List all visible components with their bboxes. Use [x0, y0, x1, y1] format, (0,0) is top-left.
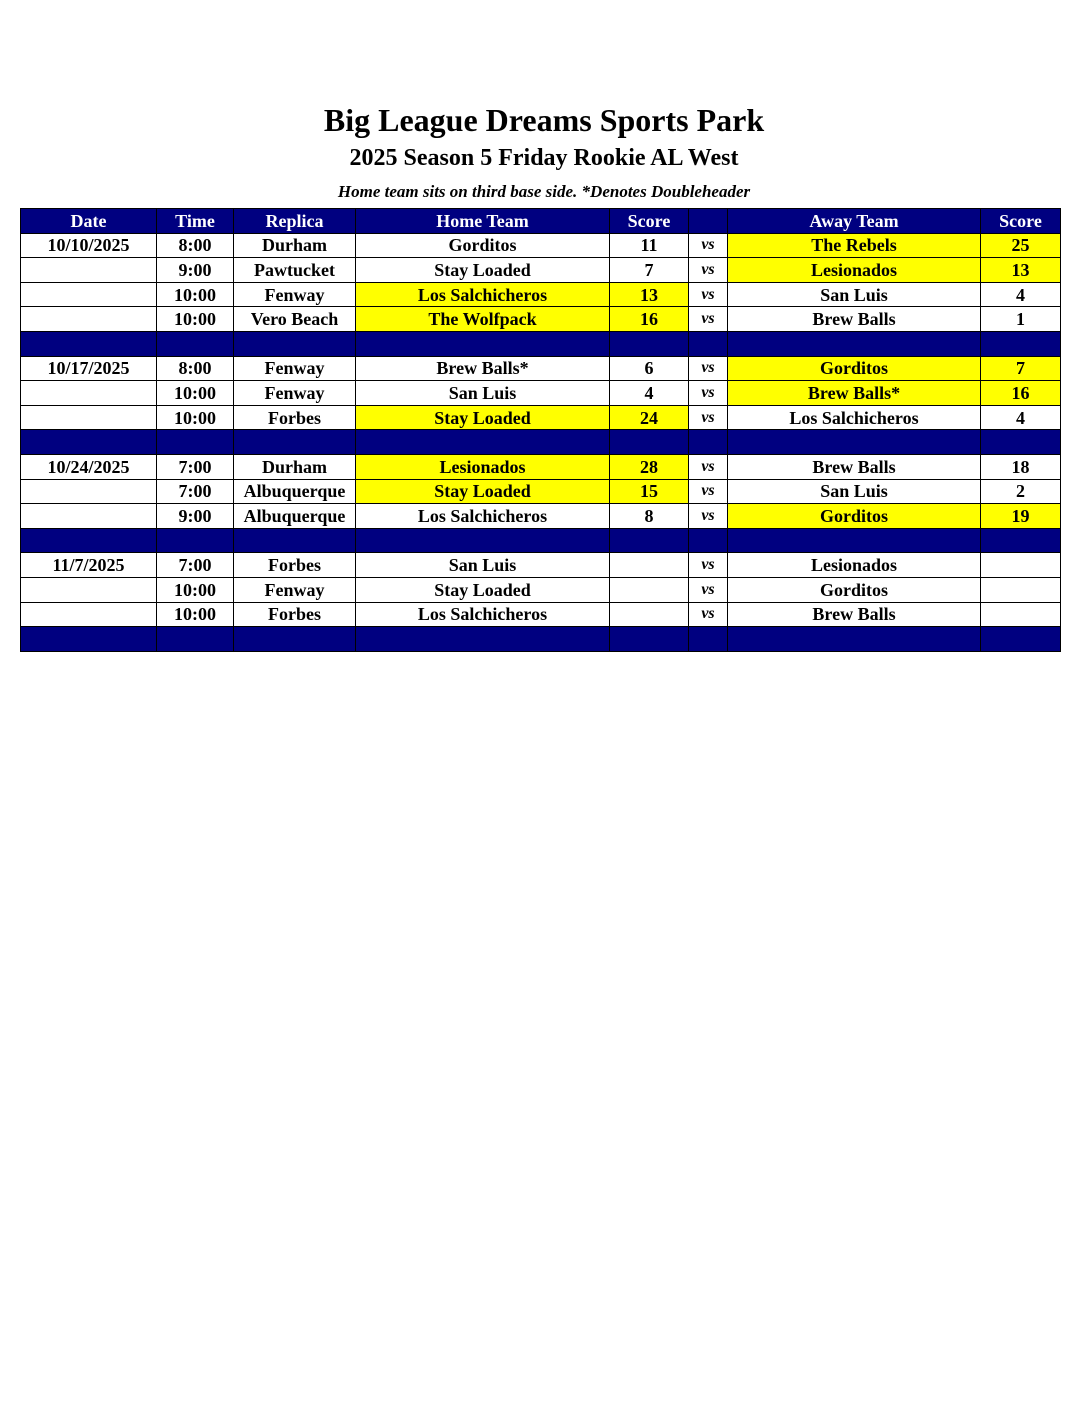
- date-cell: [21, 405, 157, 430]
- vs-cell: vs: [689, 454, 728, 479]
- home-team-cell: Los Salchicheros: [356, 282, 610, 307]
- col-away-team-header: Away Team: [728, 209, 981, 234]
- away-score-cell: 4: [981, 282, 1061, 307]
- date-cell: 10/10/2025: [21, 233, 157, 258]
- away-team-cell: Lesionados: [728, 553, 981, 578]
- time-cell: 10:00: [157, 307, 234, 332]
- table-row: [21, 258, 1061, 283]
- replica-cell: Forbes: [234, 602, 356, 627]
- away-score-cell: 19: [981, 504, 1061, 529]
- away-score-cell: [981, 577, 1061, 602]
- table-row: [21, 602, 1061, 627]
- vs-cell: vs: [689, 504, 728, 529]
- home-score-cell: [610, 602, 689, 627]
- replica-cell: Albuquerque: [234, 479, 356, 504]
- vs-cell: vs: [689, 356, 728, 381]
- home-team-cell: Brew Balls*: [356, 356, 610, 381]
- vs-cell: vs: [689, 233, 728, 258]
- home-score-cell: 11: [610, 233, 689, 258]
- home-score-cell: 6: [610, 356, 689, 381]
- table-row: [21, 577, 1061, 602]
- away-team-cell: Gorditos: [728, 504, 981, 529]
- replica-cell: Fenway: [234, 577, 356, 602]
- table-row: [21, 553, 1061, 578]
- table-row: [21, 405, 1061, 430]
- away-team-cell: San Luis: [728, 282, 981, 307]
- away-score-cell: [981, 553, 1061, 578]
- away-team-cell: San Luis: [728, 479, 981, 504]
- time-cell: 9:00: [157, 258, 234, 283]
- away-score-cell: 1: [981, 307, 1061, 332]
- away-team-cell: The Rebels: [728, 233, 981, 258]
- vs-cell: vs: [689, 553, 728, 578]
- away-team-cell: Brew Balls: [728, 454, 981, 479]
- away-team-cell: Brew Balls: [728, 602, 981, 627]
- col-replica-header: Replica: [234, 209, 356, 234]
- date-cell: [21, 602, 157, 627]
- table-row: [21, 233, 1061, 258]
- time-cell: 9:00: [157, 504, 234, 529]
- home-score-cell: 28: [610, 454, 689, 479]
- date-cell: 10/17/2025: [21, 356, 157, 381]
- home-score-cell: 24: [610, 405, 689, 430]
- replica-cell: Pawtucket: [234, 258, 356, 283]
- home-team-cell: Lesionados: [356, 454, 610, 479]
- away-team-cell: Brew Balls: [728, 307, 981, 332]
- col-home-team-header: Home Team: [356, 209, 610, 234]
- time-cell: 10:00: [157, 577, 234, 602]
- home-score-cell: 15: [610, 479, 689, 504]
- home-team-cell: San Luis: [356, 553, 610, 578]
- page-subtitle: 2025 Season 5 Friday Rookie AL West: [349, 145, 739, 171]
- date-cell: [21, 479, 157, 504]
- home-score-cell: 16: [610, 307, 689, 332]
- home-team-cell: San Luis: [356, 381, 610, 406]
- home-team-cell: The Wolfpack: [356, 307, 610, 332]
- vs-cell: vs: [689, 258, 728, 283]
- vs-cell: vs: [689, 479, 728, 504]
- vs-cell: vs: [689, 381, 728, 406]
- table-row: [21, 307, 1061, 332]
- date-cell: [21, 381, 157, 406]
- away-score-cell: 16: [981, 381, 1061, 406]
- table-row: [21, 356, 1061, 381]
- away-team-cell: Lesionados: [728, 258, 981, 283]
- replica-cell: Albuquerque: [234, 504, 356, 529]
- vs-cell: vs: [689, 405, 728, 430]
- time-cell: 10:00: [157, 405, 234, 430]
- week-separator-row: [21, 331, 1061, 356]
- away-score-cell: 25: [981, 233, 1061, 258]
- home-team-cell: Stay Loaded: [356, 405, 610, 430]
- table-row: [21, 479, 1061, 504]
- home-score-cell: 8: [610, 504, 689, 529]
- replica-cell: Forbes: [234, 553, 356, 578]
- vs-cell: vs: [689, 577, 728, 602]
- replica-cell: Vero Beach: [234, 307, 356, 332]
- away-score-cell: 7: [981, 356, 1061, 381]
- home-score-cell: 7: [610, 258, 689, 283]
- away-team-cell: Los Salchicheros: [728, 405, 981, 430]
- replica-cell: Durham: [234, 454, 356, 479]
- away-team-cell: Gorditos: [728, 356, 981, 381]
- away-score-cell: 18: [981, 454, 1061, 479]
- time-cell: 7:00: [157, 479, 234, 504]
- replica-cell: Forbes: [234, 405, 356, 430]
- home-score-cell: [610, 577, 689, 602]
- col-home-score-header: Score: [610, 209, 689, 234]
- week-separator-row: [21, 627, 1061, 652]
- col-time-header: Time: [157, 209, 234, 234]
- replica-cell: Fenway: [234, 356, 356, 381]
- vs-cell: vs: [689, 602, 728, 627]
- home-team-cell: Stay Loaded: [356, 479, 610, 504]
- col-vs-header: [689, 209, 728, 234]
- col-away-score-header: Score: [981, 209, 1061, 234]
- date-cell: [21, 577, 157, 602]
- replica-cell: Durham: [234, 233, 356, 258]
- date-cell: [21, 282, 157, 307]
- date-cell: 10/24/2025: [21, 454, 157, 479]
- home-team-cell: Los Salchicheros: [356, 504, 610, 529]
- time-cell: 7:00: [157, 553, 234, 578]
- vs-cell: vs: [689, 307, 728, 332]
- time-cell: 8:00: [157, 233, 234, 258]
- away-score-cell: 2: [981, 479, 1061, 504]
- away-team-cell: Brew Balls*: [728, 381, 981, 406]
- vs-cell: vs: [689, 282, 728, 307]
- away-score-cell: 4: [981, 405, 1061, 430]
- away-team-cell: Gorditos: [728, 577, 981, 602]
- date-cell: [21, 307, 157, 332]
- home-team-cell: Los Salchicheros: [356, 602, 610, 627]
- time-cell: 10:00: [157, 602, 234, 627]
- time-cell: 8:00: [157, 356, 234, 381]
- header-row: [21, 209, 1061, 234]
- schedule-table: [20, 208, 1061, 652]
- home-team-cell: Gorditos: [356, 233, 610, 258]
- home-team-cell: Stay Loaded: [356, 258, 610, 283]
- date-cell: 11/7/2025: [21, 553, 157, 578]
- replica-cell: Fenway: [234, 381, 356, 406]
- home-score-cell: 4: [610, 381, 689, 406]
- week-separator-row: [21, 528, 1061, 553]
- time-cell: 7:00: [157, 454, 234, 479]
- time-cell: 10:00: [157, 282, 234, 307]
- away-score-cell: [981, 602, 1061, 627]
- home-score-cell: [610, 553, 689, 578]
- week-separator-row: [21, 430, 1061, 455]
- col-date-header: Date: [21, 209, 157, 234]
- date-cell: [21, 504, 157, 529]
- time-cell: 10:00: [157, 381, 234, 406]
- table-row: [21, 454, 1061, 479]
- table-row: [21, 282, 1061, 307]
- table-row: [21, 504, 1061, 529]
- replica-cell: Fenway: [234, 282, 356, 307]
- page-title: Big League Dreams Sports Park: [323, 102, 765, 138]
- date-cell: [21, 258, 157, 283]
- schedule-note: Home team sits on third base side. *Denotes Doubleheader: [337, 182, 751, 201]
- home-team-cell: Stay Loaded: [356, 577, 610, 602]
- home-score-cell: 13: [610, 282, 689, 307]
- table-row: [21, 381, 1061, 406]
- away-score-cell: 13: [981, 258, 1061, 283]
